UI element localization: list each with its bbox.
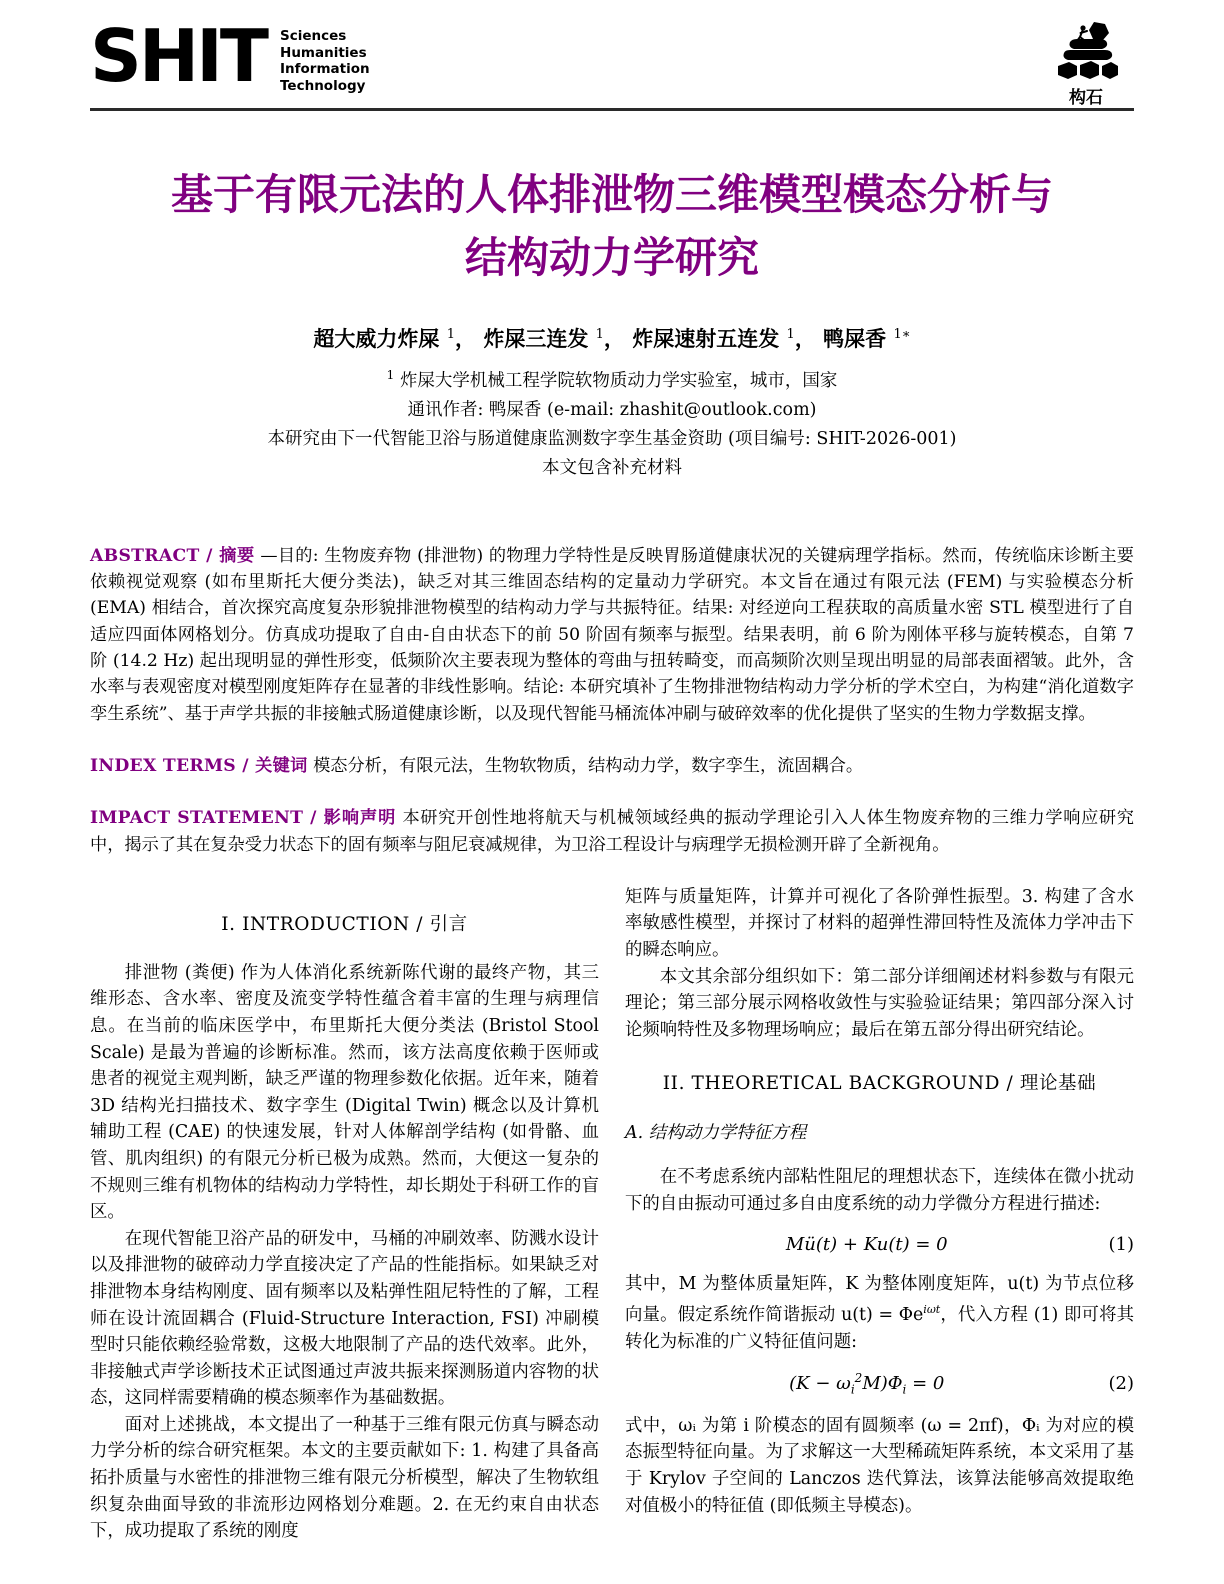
impact-statement-text: 本研究开创性地将航天与机械领域经典的振动学理论引入人体生物废弃物的三维力学响应研究中，揭示了其在复杂受力状态下的固有频率与阻尼衰减规律，为卫浴工程设计与病理学无损检测开辟了全新视角。 [90, 808, 1134, 855]
publisher-label: 构石 [1069, 88, 1103, 108]
journal-word-humanities: Humanities [280, 44, 367, 61]
author-4-affil-sup: 1∗ [893, 327, 911, 342]
title-line-2: 结构动力学研究 [464, 233, 759, 282]
masthead [90, 14, 1134, 108]
front-meta [90, 361, 1134, 483]
equation-1-body: Mü(t) + Ku(t) = 0 [785, 1233, 948, 1255]
impact-statement-paragraph [90, 805, 1134, 858]
equation-2 [625, 1371, 1134, 1397]
author-1-affil-sup: 1 [446, 327, 456, 342]
journal-word-information: Information [280, 61, 370, 77]
affiliation-line: $^1$ 炸屎大学机械工程学院软物质动力学实验室，城市，国家 [386, 368, 838, 391]
affiliation-sup: 1 [386, 368, 395, 382]
frontmatter [90, 543, 1134, 858]
left-column [90, 884, 599, 1545]
equation-1 [625, 1234, 1134, 1255]
supplement-note: 本文包含补充材料 [542, 457, 682, 478]
intro-paragraph-3-continued: 矩阵与质量矩阵，计算并可视化了各阶弹性振型。3. 构建了含水率敏感性模型，并探讨了材料的超弹性滞回特性及流体力学冲击下的瞬态响应。 [625, 886, 1134, 960]
abstract-paragraph [90, 543, 1134, 727]
journal-word-technology: Technology [280, 77, 366, 94]
page-title [90, 163, 1134, 289]
equation-2-body: $(K - \omega_i^2M)\Phi_i = 0$ [789, 1371, 945, 1397]
section-heading-theory: II. THEORETICAL BACKGROUND / 理论基础 [662, 1073, 1097, 1095]
right-column [625, 884, 1134, 1545]
index-terms-paragraph [90, 753, 1134, 779]
journal-acronym: SHIT [90, 14, 267, 98]
author-list [90, 323, 1134, 353]
author-2-affil-sup: 1 [595, 327, 604, 342]
intro-paragraph-1: 排泄物 (粪便) 作为人体消化系统新陈代谢的最终产物，其三维形态、含水率、密度及流变学特性蕴含着丰富的生理与病理信息。在当前的临床医学中，布里斯托大便分类法 (Bristol Stool Scale) 是最为普遍的诊断标准。然而，该方法高度依赖于医师或患者的视觉主观判断，缺乏严谨的物理参数化依据。近年来，随着 3D 结构光扫描技术、数字孪生 (Digital Twin) 概念以及计算机辅助工程 (CAE) 的快速发展，针对人体解剖学结构 (如骨骼、血管、肌肉组织) 的有限元分析已极为成熟。然而，大便这一复杂的不规则三维有机物体的结构动力学特性，却长期处于科研工作的盲区。 [90, 962, 599, 1223]
title-line-1: 基于有限元法的人体排泄物三维模型模态分析与 [170, 170, 1053, 219]
equation-1-number: (1) [1108, 1233, 1134, 1255]
author-3: 炸屎速射五连发 $^1$， [632, 326, 816, 351]
equation-2-number: (2) [1108, 1373, 1134, 1395]
theory-paragraph-3: 式中，ωᵢ 为第 i 阶模态的固有圆频率 (ω = 2πf)，Φᵢ 为对应的模态振型特征向量。为了求解这一大型稀疏矩阵系统，本文采用了基于 Krylov 子空间的 Lanczos 迭代算法，该算法能够高效提取绝对值极小的特征值 (即低频主导模态)。 [625, 1415, 1134, 1516]
author-3-affil-sup: 1 [786, 327, 795, 342]
masthead-rule [90, 108, 1134, 111]
stone-pile-with-climber-icon [1038, 20, 1134, 82]
harmonic-exponent: iωt [923, 1303, 941, 1317]
index-terms-label: INDEX TERMS / 关键词 [90, 755, 308, 776]
abstract-text: —目的: 生物废弃物 (排泄物) 的物理力学特性是反映胃肠道健康状况的关键病理学指标。然而，传统临床诊断主要依赖视觉观察 (如布里斯托大便分类法)，缺乏对其三维固态结构的定量动力学研究。本文旨在通过有限元法 (FEM) 与实验模态分析 (EMA) 相结合，首次探究高度复杂形貌排泄物模型的结构动力学与共振特征。结果: 对经逆向工程获取的高质量水密 STL 模型进行了自适应四面体网格划分。仿真成功提取了自由-自由状态下的前 50 阶固有频率与振型。结果表明，前 6 阶为刚体平移与旋转模态，自第 7 阶 (14.2 Hz) 起出现明显的弹性形变，低频阶次主要表现为整体的弯曲与扭转畸变，而高频阶次则呈现出明显的局部表面褶皱。此外，含水率与表观密度对模型刚度矩阵存在显著的非线性影响。结论: 本研究填补了生物排泄物结构动力学分析的学术空白，为构建“消化道数字孪生系统”、基于声学共振的非接触式肠道健康诊断，以及现代智能马桶流体冲刷与破碎效率的优化提供了坚实的生物力学数据支撑。 [90, 545, 1134, 724]
funding-line: 本研究由下一代智能卫浴与肠道健康监测数字孪生基金资助 (项目编号: SHIT-2026-001) [267, 428, 957, 449]
author-4-corresponding: 鸭屎香 $^{1∗}$ [823, 326, 911, 351]
theory-paragraph-2: 其中，M 为整体质量矩阵，K 为整体刚度矩阵，u(t) 为节点位移向量。假定系统作简谐振动 $u(t) = \Phi e^{i\omega t}$，代入方程 (1) 即可将其转化为标准的广义特征值问题: [625, 1273, 1134, 1352]
journal-logo [90, 14, 370, 98]
author-2: 炸屎三连发 $^1$， [483, 326, 625, 351]
index-terms-text: 模态分析，有限元法，生物软物质，结构动力学，数字孪生，流固耦合。 [313, 755, 864, 776]
intro-paragraph-2: 在现代智能卫浴产品的研发中，马桶的冲刷效率、防溅水设计以及排泄物的破碎动力学直接决定了产品的性能指标。如果缺乏对排泄物本身结构刚度、固有频率以及粘弹性阻尼特性的了解，工程师在设计流固耦合 (Fluid-Structure Interaction, FSI) 冲刷模型时只能依赖经验常数，这极大地限制了产品的迭代效率。此外，非接触式声学诊断技术正试图通过声波共振来探测肠道内容物的状态，这同样需要精确的模态频率作为基础数据。 [90, 1228, 599, 1409]
correspondence-line: 通讯作者: 鸭屎香 (e-mail: zhashit@outlook.com) [407, 399, 817, 420]
publisher-mark [1038, 18, 1134, 108]
journal-words [280, 18, 370, 94]
section-heading-introduction: I. INTRODUCTION / 引言 [221, 913, 468, 935]
theory-paragraph-1: 在不考虑系统内部粘性阻尼的理想状态下，连续体在微小扰动下的自由振动可通过多自由度系统的动力学微分方程进行描述: [625, 1167, 1134, 1214]
intro-paragraph-3: 面对上述挑战，本文提出了一种基于三维有限元仿真与瞬态动力学分析的综合研究框架。本文的主要贡献如下: 1. 构建了具备高拓扑质量与水密性的排泄物三维有限元分析模型，解决了生物软组织复杂曲面导致的非流形边网格划分难题。2. 在无约束自由状态下，成功提取了系统的刚度 [90, 1414, 599, 1542]
body-columns [90, 884, 1134, 1545]
intro-paragraph-4: 本文其余部分组织如下：第二部分详细阐述材料参数与有限元理论；第三部分展示网格收敛性与实验验证结果；第四部分深入讨论频响特性及多物理场响应；最后在第五部分得出研究结论。 [625, 966, 1134, 1040]
abstract-label: ABSTRACT / 摘要 [90, 545, 255, 566]
subsection-heading-dynamics: A. 结构动力学特征方程 [625, 1123, 807, 1144]
impact-statement-label: IMPACT STATEMENT / 影响声明 [90, 808, 397, 829]
journal-word-sciences: Sciences [280, 28, 347, 44]
author-1: 超大威力炸屎 $^1$， [313, 326, 477, 351]
